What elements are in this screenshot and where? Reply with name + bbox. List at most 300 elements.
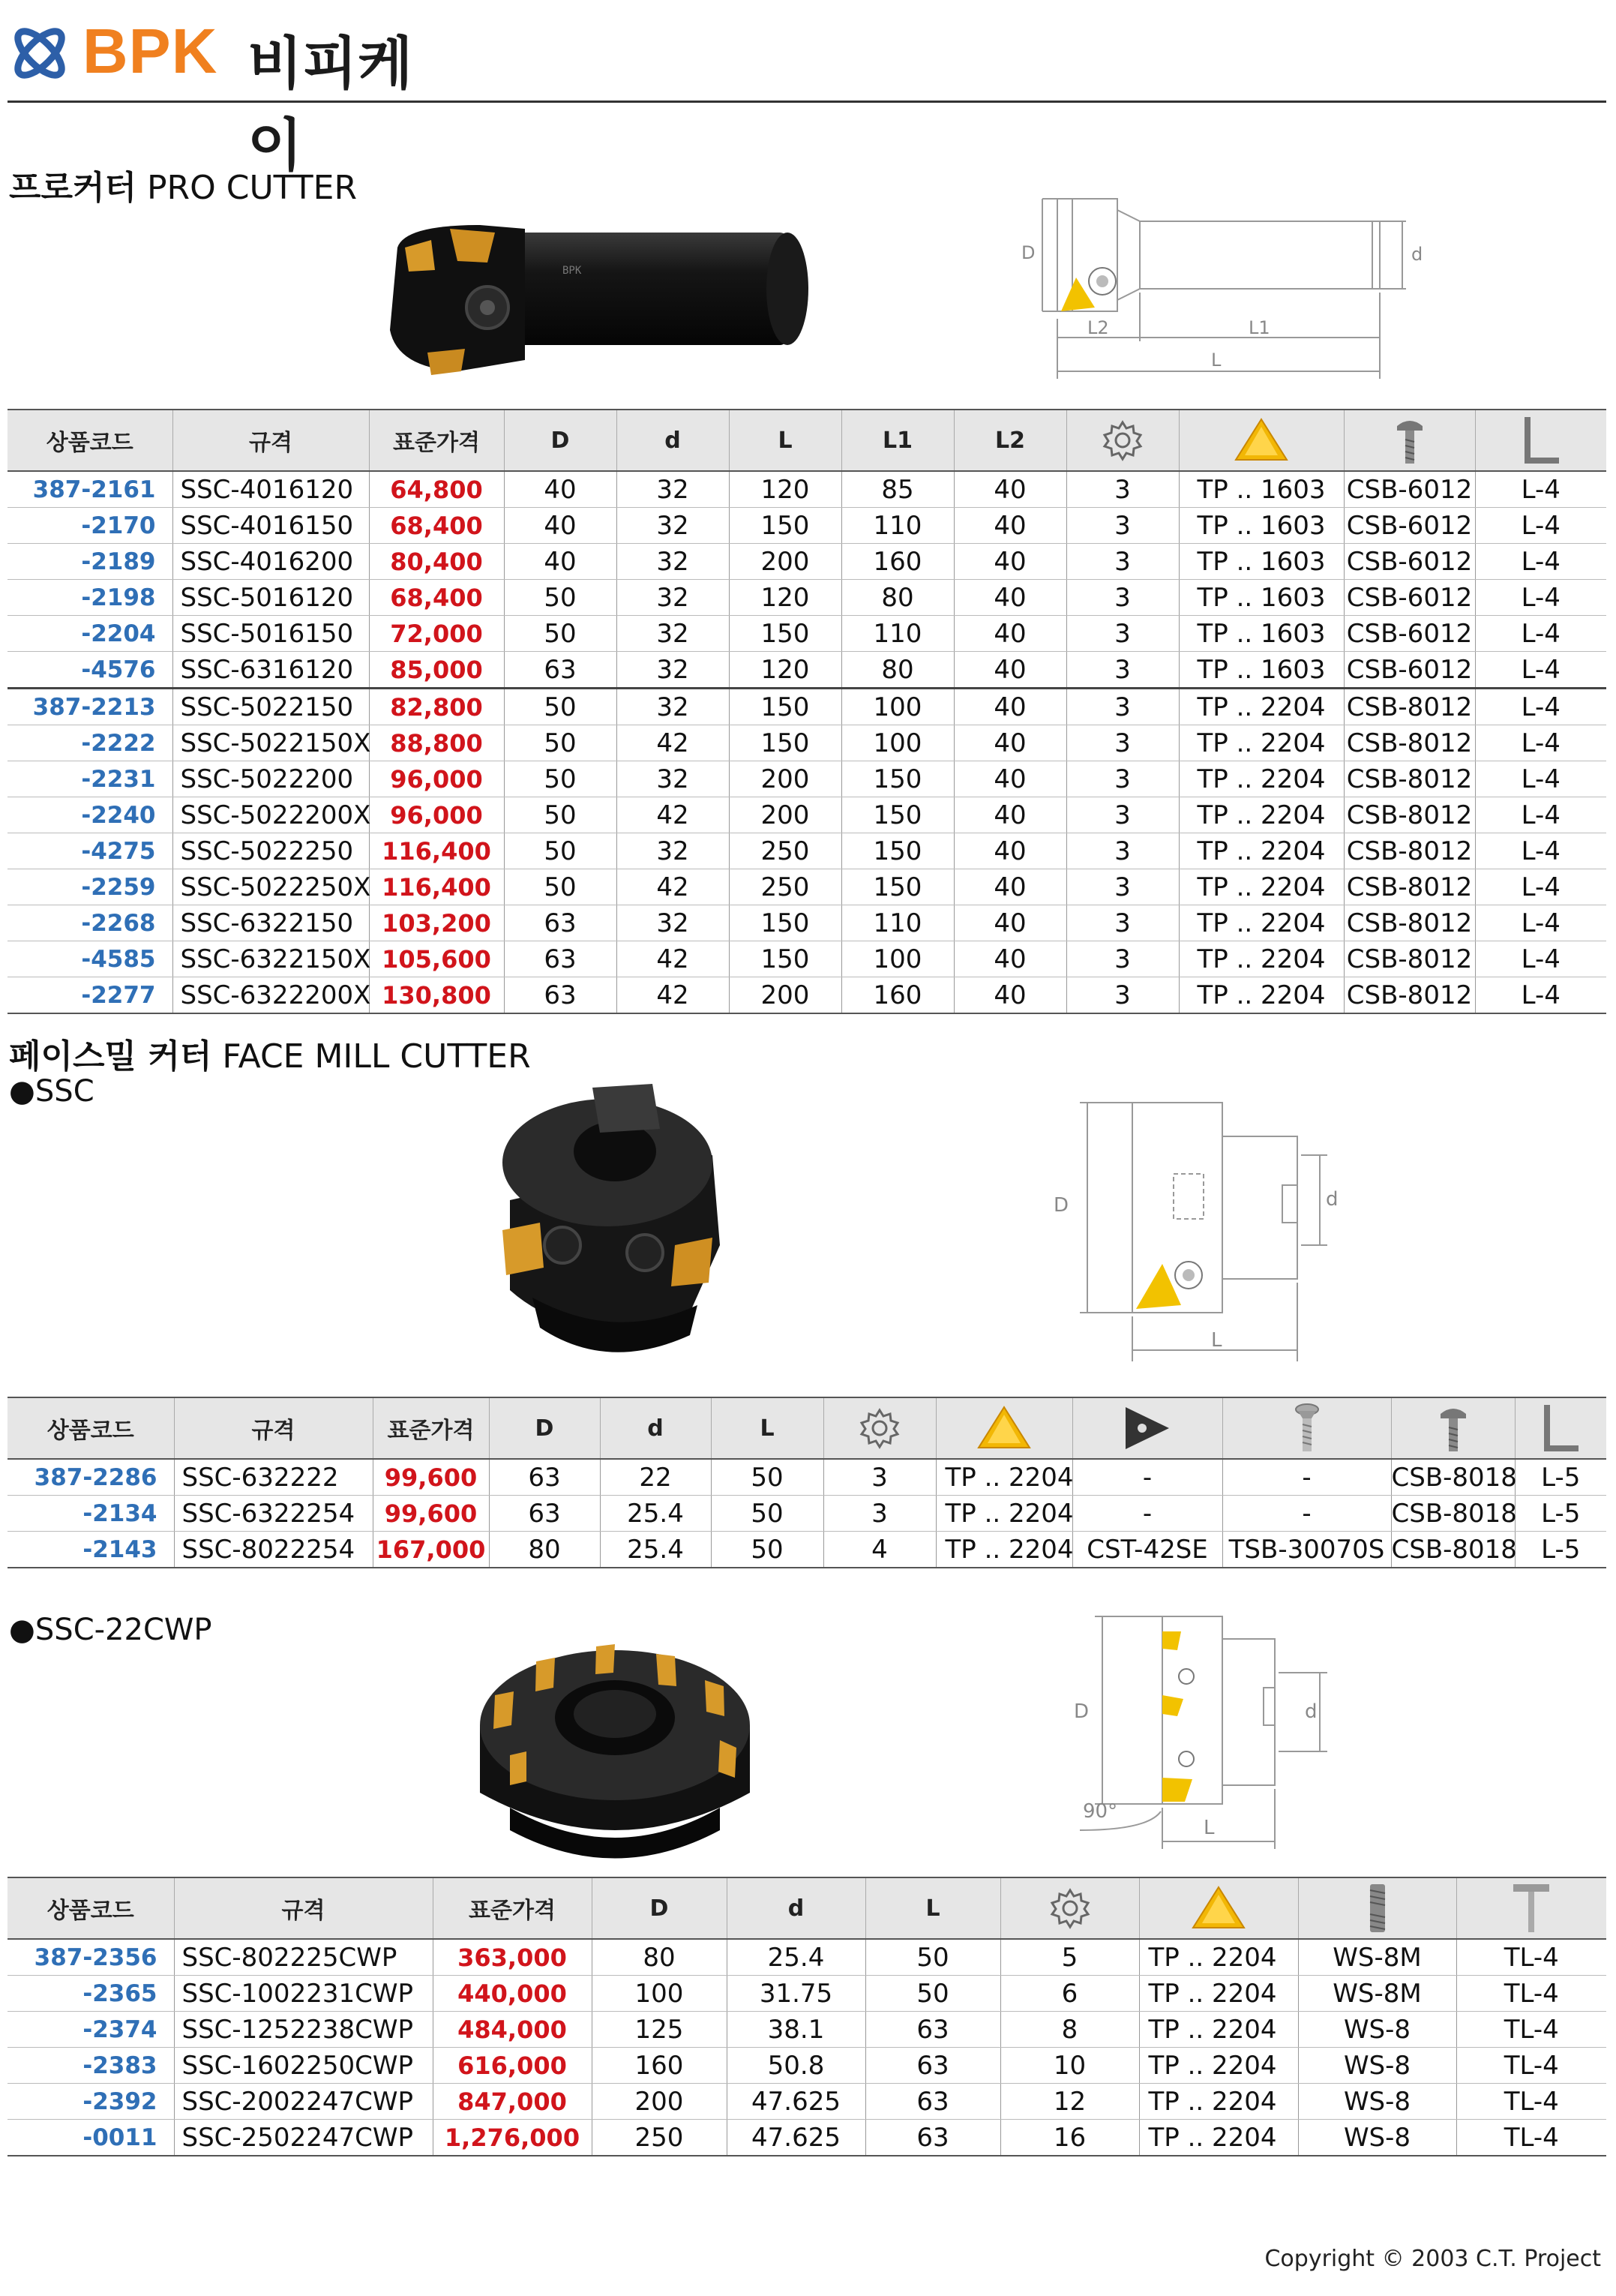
- cell-spec: SSC-4016150: [172, 508, 369, 544]
- table-cell: 150: [729, 725, 841, 761]
- table-cell: TP .. 1603: [1179, 616, 1344, 652]
- table-cell: 80: [841, 580, 954, 616]
- diagram-label-d: d: [1326, 1188, 1339, 1211]
- table-cell: 63: [865, 2120, 1000, 2156]
- cell-code: -2222: [7, 725, 172, 761]
- diagram-label-L2: L2: [1087, 317, 1109, 338]
- table-cell: TP .. 2204: [1139, 2048, 1298, 2084]
- header-teeth: [823, 1397, 936, 1459]
- cell-code: -2189: [7, 544, 172, 580]
- table-cell: 150: [729, 508, 841, 544]
- table-cell: CST-42SE: [1072, 1532, 1222, 1568]
- table-cell: 63: [504, 941, 616, 977]
- l-wrench-icon: [1538, 1402, 1583, 1454]
- table-cell: 31.75: [727, 1976, 865, 2012]
- brand-korean-name: 비피케이: [247, 30, 413, 179]
- triangle-insert-icon: [1233, 416, 1290, 464]
- cell-spec: SSC-5022200: [172, 761, 369, 797]
- table-cell: L-4: [1475, 689, 1606, 725]
- table-cell: 3: [1066, 471, 1179, 508]
- diagram-label-D: D: [1074, 1700, 1090, 1723]
- cell-price: 440,000: [433, 1976, 592, 2012]
- table-cell: TP .. 1603: [1179, 652, 1344, 689]
- header-insert: [1139, 1877, 1298, 1939]
- table-cell: 50: [504, 725, 616, 761]
- cell-price: 68,400: [369, 580, 504, 616]
- table-cell: TSB-30070S: [1222, 1532, 1391, 1568]
- table-cell: 3: [1066, 905, 1179, 941]
- table-cell: 3: [1066, 689, 1179, 725]
- table-cell: 80: [592, 1939, 727, 1976]
- table-cell: 150: [841, 833, 954, 869]
- bullet-icon: ●: [9, 1074, 35, 1109]
- cell-price: 96,000: [369, 761, 504, 797]
- cell-spec: SSC-8022254: [174, 1532, 373, 1568]
- table-cell: 50: [504, 689, 616, 725]
- table-cell: 50: [865, 1976, 1000, 2012]
- table-row: [7, 1496, 1606, 1532]
- table-cell: L-5: [1515, 1496, 1606, 1532]
- table-cell: TP .. 2204: [1179, 905, 1344, 941]
- table-row: [7, 471, 1606, 508]
- header-wedge-screw: [1298, 1877, 1456, 1939]
- table-cell: TL-4: [1456, 2084, 1606, 2120]
- table-cell: WS-8M: [1298, 1939, 1456, 1976]
- table-cell: 100: [841, 689, 954, 725]
- table-cell: 50.8: [727, 2048, 865, 2084]
- subtitle-cwp: [9, 1613, 212, 1647]
- table-row: [7, 652, 1606, 689]
- table-cell: 40: [954, 508, 1066, 544]
- table-cell: 40: [954, 905, 1066, 941]
- cell-price: 64,800: [369, 471, 504, 508]
- table-cell: 32: [616, 833, 729, 869]
- cell-spec: SSC-632222: [174, 1459, 373, 1496]
- cwp-table: [7, 1877, 1606, 2156]
- header-L2: L2: [954, 410, 1066, 471]
- table-cell: CSB-8012: [1344, 833, 1475, 869]
- table-header-row: [7, 1877, 1606, 1939]
- header-insert: [936, 1397, 1072, 1459]
- header-price: 표준가격: [433, 1877, 592, 1939]
- section-title-kr: 프로커터: [9, 169, 137, 207]
- table-cell: 3: [1066, 508, 1179, 544]
- table-cell: 120: [729, 652, 841, 689]
- cell-code: -4275: [7, 833, 172, 869]
- header-insert: [1179, 410, 1344, 471]
- gear-icon: [1100, 418, 1145, 463]
- header-chip: [1072, 1397, 1222, 1459]
- table-cell: L-4: [1475, 905, 1606, 941]
- table-cell: TP .. 2204: [1139, 1939, 1298, 1976]
- table-cell: L-4: [1475, 544, 1606, 580]
- table-cell: 3: [823, 1459, 936, 1496]
- table-cell: 250: [729, 869, 841, 905]
- header-d: d: [727, 1877, 865, 1939]
- table-cell: TL-4: [1456, 2012, 1606, 2048]
- table-cell: 250: [729, 833, 841, 869]
- table-cell: 42: [616, 977, 729, 1014]
- cell-price: 116,400: [369, 833, 504, 869]
- table-row: [7, 725, 1606, 761]
- table-cell: CSB-8012: [1344, 797, 1475, 833]
- cell-spec: SSC-1002231CWP: [174, 1976, 433, 2012]
- table-cell: 200: [592, 2084, 727, 2120]
- table-cell: 110: [841, 508, 954, 544]
- table-cell: -: [1072, 1459, 1222, 1496]
- section-title-en: PRO CUTTER: [147, 169, 358, 207]
- header-spec: 규격: [174, 1877, 433, 1939]
- cell-price: 1,276,000: [433, 2120, 592, 2156]
- table-cell: 8: [1000, 2012, 1139, 2048]
- table-cell: 16: [1000, 2120, 1139, 2156]
- table-cell: TP .. 2204: [936, 1532, 1072, 1568]
- cell-code: -2259: [7, 869, 172, 905]
- table-cell: 50: [504, 869, 616, 905]
- ssc-face-mill-photo: [487, 1073, 757, 1373]
- header-code: 상품코드: [7, 1877, 174, 1939]
- cell-spec: SSC-5022200X: [172, 797, 369, 833]
- table-cell: TP .. 2204: [1179, 833, 1344, 869]
- table-cell: 63: [489, 1496, 600, 1532]
- cell-spec: SSC-1252238CWP: [174, 2012, 433, 2048]
- header-d: d: [600, 1397, 711, 1459]
- cell-spec: SSC-4016120: [172, 471, 369, 508]
- table-cell: TP .. 2204: [1139, 2012, 1298, 2048]
- ssc-diagram: [1050, 1091, 1350, 1369]
- table-cell: 3: [1066, 977, 1179, 1014]
- cell-spec: SSC-802225CWP: [174, 1939, 433, 1976]
- subtitle-ssc: [9, 1074, 94, 1109]
- table-cell: WS-8: [1298, 2012, 1456, 2048]
- table-cell: 3: [1066, 797, 1179, 833]
- table-cell: TL-4: [1456, 1976, 1606, 2012]
- header-teeth: [1066, 410, 1179, 471]
- gear-icon: [1048, 1886, 1093, 1931]
- table-cell: 63: [865, 2012, 1000, 2048]
- table-cell: CSB-8012: [1344, 761, 1475, 797]
- cell-price: 616,000: [433, 2048, 592, 2084]
- header-D: D: [489, 1397, 600, 1459]
- header-wrench: [1475, 410, 1606, 471]
- table-cell: CSB-8018: [1391, 1496, 1515, 1532]
- table-cell: 100: [841, 725, 954, 761]
- table-cell: 80: [841, 652, 954, 689]
- table-cell: 32: [616, 544, 729, 580]
- header-screw: [1344, 410, 1475, 471]
- table-cell: 3: [1066, 616, 1179, 652]
- cell-code: -2383: [7, 2048, 174, 2084]
- table-row: [7, 1976, 1606, 2012]
- section-title-pro-cutter: [9, 161, 357, 209]
- table-cell: TP .. 2204: [1179, 941, 1344, 977]
- cell-price: 363,000: [433, 1939, 592, 1976]
- table-cell: 40: [954, 941, 1066, 977]
- copyright-text: Copyright © 2003 C.T. Project: [1264, 2246, 1601, 2272]
- table-cell: TL-4: [1456, 1939, 1606, 1976]
- table-cell: 22: [600, 1459, 711, 1496]
- table-cell: TP .. 2204: [1179, 797, 1344, 833]
- table-cell: 42: [616, 797, 729, 833]
- table-row: [7, 616, 1606, 652]
- cell-spec: SSC-4016200: [172, 544, 369, 580]
- cell-spec: SSC-5022250X: [172, 869, 369, 905]
- header-spec: 규격: [174, 1397, 373, 1459]
- table-cell: 150: [841, 869, 954, 905]
- cell-code: 387-2161: [7, 471, 172, 508]
- table-cell: 3: [1066, 941, 1179, 977]
- table-cell: 160: [592, 2048, 727, 2084]
- table-row: [7, 580, 1606, 616]
- pro-cutter-diagram: [967, 191, 1423, 394]
- cell-price: 847,000: [433, 2084, 592, 2120]
- cell-price: 99,600: [373, 1459, 489, 1496]
- cell-spec: SSC-6322150X: [172, 941, 369, 977]
- table-cell: 50: [711, 1532, 823, 1568]
- table-cell: 3: [1066, 544, 1179, 580]
- table-cell: L-4: [1475, 833, 1606, 869]
- diagram-label-L1: L1: [1249, 317, 1270, 338]
- table-cell: L-5: [1515, 1459, 1606, 1496]
- l-wrench-icon: [1519, 414, 1564, 467]
- cell-code: 387-2356: [7, 1939, 174, 1976]
- table-cell: 85: [841, 471, 954, 508]
- table-cell: 50: [865, 1939, 1000, 1976]
- table-cell: L-4: [1475, 977, 1606, 1014]
- table-cell: CSB-6012: [1344, 544, 1475, 580]
- triangle-insert-icon: [1190, 1884, 1247, 1932]
- table-cell: 200: [729, 761, 841, 797]
- table-cell: 32: [616, 508, 729, 544]
- table-cell: L-4: [1475, 580, 1606, 616]
- table-cell: CSB-6012: [1344, 616, 1475, 652]
- table-cell: CSB-8018: [1391, 1532, 1515, 1568]
- table-cell: 40: [504, 508, 616, 544]
- t-wrench-icon: [1509, 1881, 1554, 1935]
- table-row: [7, 869, 1606, 905]
- table-cell: 125: [592, 2012, 727, 2048]
- table-cell: CSB-6012: [1344, 508, 1475, 544]
- table-cell: 63: [865, 2048, 1000, 2084]
- cwp-face-mill-photo: [465, 1628, 765, 1868]
- table-cell: 63: [865, 2084, 1000, 2120]
- table-cell: 3: [823, 1496, 936, 1532]
- table-cell: 100: [841, 941, 954, 977]
- diagram-label-d: d: [1411, 244, 1423, 265]
- table-cell: L-4: [1475, 797, 1606, 833]
- table-row: [7, 689, 1606, 725]
- cell-spec: SSC-5016120: [172, 580, 369, 616]
- clamp-screw-icon: [1391, 414, 1429, 467]
- table-cell: L-4: [1475, 941, 1606, 977]
- table-cell: 32: [616, 689, 729, 725]
- cell-spec: SSC-5022150: [172, 689, 369, 725]
- table-cell: TL-4: [1456, 2120, 1606, 2156]
- table-cell: TP .. 2204: [936, 1459, 1072, 1496]
- table-cell: TP .. 2204: [1179, 869, 1344, 905]
- cell-code: -2374: [7, 2012, 174, 2048]
- table-header-row: [7, 410, 1606, 471]
- table-cell: 50: [504, 761, 616, 797]
- table-cell: 63: [504, 977, 616, 1014]
- clamp-screw-icon: [1435, 1402, 1472, 1454]
- table-cell: CSB-8012: [1344, 689, 1475, 725]
- table-cell: L-5: [1515, 1532, 1606, 1568]
- cell-spec: SSC-6316120: [172, 652, 369, 689]
- cell-price: 103,200: [369, 905, 504, 941]
- table-cell: 3: [1066, 761, 1179, 797]
- cell-price: 484,000: [433, 2012, 592, 2048]
- header-divider: [7, 101, 1606, 103]
- table-row: [7, 1532, 1606, 1568]
- table-cell: 110: [841, 616, 954, 652]
- table-cell: 32: [616, 652, 729, 689]
- table-cell: L-4: [1475, 761, 1606, 797]
- cell-code: -2170: [7, 508, 172, 544]
- table-cell: TP .. 2204: [1139, 2120, 1298, 2156]
- table-cell: TP .. 2204: [1179, 689, 1344, 725]
- table-cell: TP .. 2204: [1179, 977, 1344, 1014]
- cell-code: 387-2286: [7, 1459, 174, 1496]
- table-cell: CSB-8012: [1344, 905, 1475, 941]
- cell-price: 167,000: [373, 1532, 489, 1568]
- table-cell: 32: [616, 580, 729, 616]
- cwp-diagram: [1050, 1605, 1350, 1853]
- table-cell: 3: [1066, 833, 1179, 869]
- table-row: [7, 797, 1606, 833]
- pro-cutter-table: [7, 409, 1606, 1014]
- table-cell: 32: [616, 905, 729, 941]
- table-cell: WS-8: [1298, 2048, 1456, 2084]
- table-cell: 3: [1066, 725, 1179, 761]
- cell-price: 96,000: [369, 797, 504, 833]
- table-cell: 63: [504, 905, 616, 941]
- table-row: [7, 977, 1606, 1014]
- table-cell: 150: [729, 941, 841, 977]
- cell-code: -2392: [7, 2084, 174, 2120]
- cell-code: -0011: [7, 2120, 174, 2156]
- cell-code: -2231: [7, 761, 172, 797]
- table-cell: 40: [954, 652, 1066, 689]
- gear-icon: [857, 1406, 902, 1451]
- table-cell: 32: [616, 471, 729, 508]
- table-cell: 40: [954, 761, 1066, 797]
- table-cell: L-4: [1475, 508, 1606, 544]
- subtitle-cwp-label: SSC-22CWP: [34, 1613, 212, 1647]
- cell-spec: SSC-5022150X: [172, 725, 369, 761]
- header-code: 상품코드: [7, 1397, 174, 1459]
- header-L: L: [865, 1877, 1000, 1939]
- table-cell: 6: [1000, 1976, 1139, 2012]
- table-cell: 12: [1000, 2084, 1139, 2120]
- table-cell: 250: [592, 2120, 727, 2156]
- table-cell: 120: [729, 471, 841, 508]
- header-spec: 규격: [172, 410, 369, 471]
- table-cell: -: [1072, 1496, 1222, 1532]
- table-cell: 40: [954, 580, 1066, 616]
- table-cell: CSB-8012: [1344, 977, 1475, 1014]
- table-cell: 200: [729, 544, 841, 580]
- table-cell: 150: [729, 689, 841, 725]
- cell-price: 99,600: [373, 1496, 489, 1532]
- table-cell: 3: [1066, 869, 1179, 905]
- table-cell: 50: [711, 1459, 823, 1496]
- table-cell: 25.4: [727, 1939, 865, 1976]
- table-cell: 3: [1066, 652, 1179, 689]
- table-row: [7, 833, 1606, 869]
- header-L: L: [729, 410, 841, 471]
- header-t-wrench: [1456, 1877, 1606, 1939]
- table-cell: 10: [1000, 2048, 1139, 2084]
- table-row: [7, 761, 1606, 797]
- cell-spec: SSC-6322150: [172, 905, 369, 941]
- table-cell: L-4: [1475, 869, 1606, 905]
- cell-code: -2198: [7, 580, 172, 616]
- table-cell: CSB-8012: [1344, 725, 1475, 761]
- table-cell: 5: [1000, 1939, 1139, 1976]
- table-cell: -: [1222, 1459, 1391, 1496]
- diagram-label-L: L: [1211, 350, 1222, 371]
- table-cell: CSB-6012: [1344, 652, 1475, 689]
- table-cell: 40: [954, 616, 1066, 652]
- table-cell: 200: [729, 797, 841, 833]
- table-cell: 42: [616, 725, 729, 761]
- cell-spec: SSC-6322254: [174, 1496, 373, 1532]
- table-cell: CSB-6012: [1344, 471, 1475, 508]
- table-cell: L-4: [1475, 471, 1606, 508]
- svg-text:BPK: BPK: [562, 265, 582, 277]
- wedge-screw-icon: [1363, 1881, 1393, 1935]
- table-cell: 200: [729, 977, 841, 1014]
- table-cell: 40: [504, 544, 616, 580]
- header-teeth: [1000, 1877, 1139, 1939]
- cell-price: 105,600: [369, 941, 504, 977]
- table-cell: 50: [711, 1496, 823, 1532]
- header-wrench: [1515, 1397, 1606, 1459]
- table-cell: TP .. 1603: [1179, 580, 1344, 616]
- table-cell: L-4: [1475, 652, 1606, 689]
- subtitle-ssc-label: SSC: [34, 1074, 94, 1109]
- table-cell: 63: [504, 652, 616, 689]
- table-cell: TP .. 1603: [1179, 471, 1344, 508]
- table-cell: 120: [729, 580, 841, 616]
- table-cell: TP .. 2204: [1179, 761, 1344, 797]
- cell-code: -4576: [7, 652, 172, 689]
- diagram-label-L: L: [1204, 1817, 1215, 1839]
- table-cell: 3: [1066, 580, 1179, 616]
- table-cell: 40: [954, 471, 1066, 508]
- table-cell: 80: [489, 1532, 600, 1568]
- diagram-label-d: d: [1305, 1700, 1318, 1723]
- cell-price: 80,400: [369, 544, 504, 580]
- header-L1: L1: [841, 410, 954, 471]
- table-row: [7, 2084, 1606, 2120]
- table-cell: L-4: [1475, 725, 1606, 761]
- table-cell: 150: [841, 797, 954, 833]
- table-cell: 40: [954, 869, 1066, 905]
- section-title-kr: 페이스밀 커터: [9, 1037, 212, 1076]
- brand-logo: [7, 15, 457, 179]
- cell-code: -2365: [7, 1976, 174, 2012]
- cell-code: -2240: [7, 797, 172, 833]
- diagram-label-D: D: [1054, 1194, 1069, 1217]
- table-cell: 25.4: [600, 1496, 711, 1532]
- table-cell: TP .. 2204: [1139, 2084, 1298, 2120]
- triangle-insert-icon: [976, 1404, 1033, 1452]
- table-cell: TL-4: [1456, 2048, 1606, 2084]
- cell-code: -2277: [7, 977, 172, 1014]
- table-cell: 40: [954, 689, 1066, 725]
